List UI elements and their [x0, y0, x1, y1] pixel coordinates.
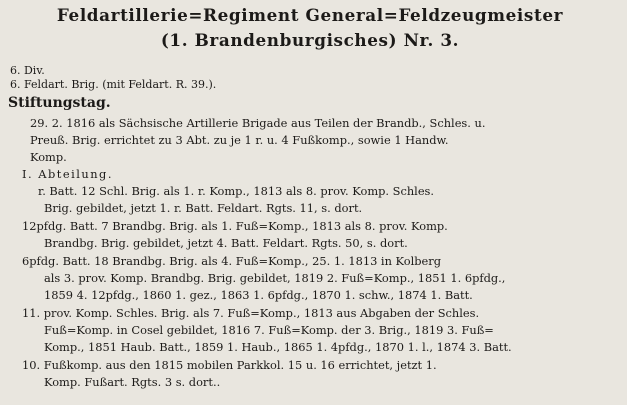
page-title-line-1: Feldartillerie=Regiment General=Feldzeugmeister [56, 6, 564, 26]
subsection-heading: I. Abteilung. [22, 167, 113, 181]
section-heading: Stiftungstag. [8, 95, 111, 111]
text-line: 11. prov. Komp. Schles. Brig. als 7. Fuß=Komp., 1813 aus Abgaben der Schles. [22, 306, 480, 320]
text-line: 6pfdg. Batt. 18 Brandbg. Brig. als 4. Fuß=Komp., 25. 1. 1813 in Kolberg [22, 254, 442, 268]
brigade-line: 6. Feldart. Brig. (mit Feldart. R. 39.). [10, 78, 217, 91]
text-line: 12pfdg. Batt. 7 Brandbg. Brig. als 1. Fuß=Komp., 1813 als 8. prov. Komp. [22, 219, 448, 233]
text-line: Brandbg. Brig. gebildet, jetzt 4. Batt. Feldart. Rgts. 50, s. dort. [44, 236, 408, 250]
text-line: 10. Fußkomp. aus den 1815 mobilen Parkkol. 15 u. 16 errichtet, jetzt 1. [22, 358, 437, 372]
text-line: als 3. prov. Komp. Brandbg. Brig. gebildet, 1819 2. Fuß=Komp., 1851 1. 6pfdg., [44, 271, 506, 285]
text-line: Komp., 1851 Haub. Batt., 1859 1. Haub., 1865 1. 4pfdg., 1870 1. l., 1874 3. Batt. [44, 340, 512, 354]
text-line: Komp. Fußart. Rgts. 3 s. dort.. [44, 375, 221, 389]
division-line: 6. Div. [10, 64, 45, 77]
text-line: r. Batt. 12 Schl. Brig. als 1. r. Komp., 1813 als 8. prov. Komp. Schles. [38, 184, 435, 198]
text-line: 1859 4. 12pfdg., 1860 1. gez., 1863 1. 6pfdg., 1870 1. schw., 1874 1. Batt. [44, 288, 473, 302]
text-line: Preuß. Brig. errichtet zu 3 Abt. zu je 1 r. u. 4 Fußkomp., sowie 1 Handw. [30, 133, 449, 147]
text-line: Brig. gebildet, jetzt 1. r. Batt. Feldart. Rgts. 11, s. dort. [44, 201, 363, 215]
text-line: Komp. [30, 150, 67, 164]
text-line: 29. 2. 1816 als Sächsische Artillerie Brigade aus Teilen der Brandb., Schles. u. [30, 116, 486, 130]
text-line: Fuß=Komp. in Cosel gebildet, 1816 7. Fuß=Komp. der 3. Brig., 1819 3. Fuß= [44, 323, 494, 337]
page-title-line-2: (1. Brandenburgisches) Nr. 3. [160, 31, 460, 51]
